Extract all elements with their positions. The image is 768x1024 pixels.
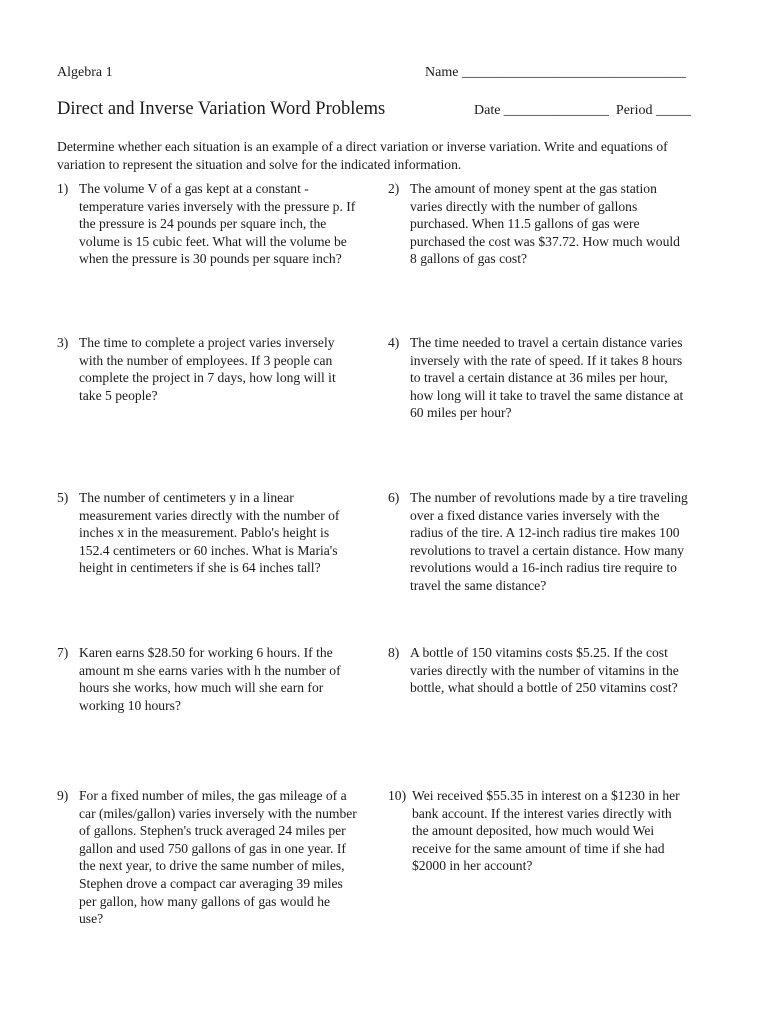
problem-number: 5) [57,490,69,505]
problem-number: 8) [388,645,400,660]
problem-9 [57,787,357,928]
problem-4 [388,334,688,422]
problem-number: 7) [57,645,69,660]
problem-number: 4) [388,335,400,350]
problem-text: Karen earns $28.50 for working 6 hours. If the amount m she earns varies with h the number of hours she works, how much will she earn for working 10 hours? [79,645,341,713]
problem-number: 1) [57,181,69,196]
date-period-line: Date _______________ Period _____ [474,103,691,118]
problem-text: Wei received $55.35 in interest on a $1230 in her bank account. If the interest varies directly with the amount deposited, how much would Wei receive for the same amount of time if she had $2000 in her account? [412,788,680,874]
problem-number: 10) [388,788,407,803]
problem-text: The time to complete a project varies inversely with the number of employees. If 3 people can complete the project in 7 days, how long will it take 5 people? [79,335,336,403]
problem-10 [388,787,688,875]
problem-number: 3) [57,335,69,350]
problem-number: 9) [57,788,69,803]
problem-3 [57,334,357,404]
problem-text: The number of revolutions made by a tire traveling over a fixed distance varies inversely with the radius of the tire. A 12-inch radius tire makes 100 revolutions to travel a certain distance. How many revolutions would a 16-inch radius tire require to travel the same distance? [410,490,688,593]
problem-2 [388,180,688,268]
problem-text: The number of centimeters y in a linear measurement varies directly with the number of inches x in the measurement. Pablo's height is 152.4 centimeters or 60 inches. What is Maria's height in centimeters if she is 64 inches tall? [79,490,340,576]
problem-number: 2) [388,181,400,196]
problem-number: 6) [388,490,400,505]
instructions: Determine whether each situation is an example of a direct variation or inverse variation. Write and equations of variation to represent the situation and solve for the indicated information. [57,139,668,172]
problem-1 [57,180,357,268]
problem-text: For a fixed number of miles, the gas mileage of a car (miles/gallon) varies inversely with the number of gallons. Stephen's truck averaged 24 miles per gallon and used 750 gallons of gas in one year. If the next year, to drive the same number of miles, Stephen drove a compact car averaging 39 miles per gallon, how many gallons of gas would he use? [79,788,357,927]
course-label: Algebra 1 [57,65,113,80]
page-title: Direct and Inverse Variation Word Problems [57,99,386,119]
problem-6 [388,489,688,595]
problem-text: The time needed to travel a certain distance varies inversely with the rate of speed. If it takes 8 hours to travel a certain distance at 36 miles per hour, how long will it take to travel the same distance at 60 miles per hour? [410,335,684,421]
problem-5 [57,489,357,577]
problem-7 [57,644,357,714]
problem-text: The amount of money spent at the gas station varies directly with the number of gallons purchased. When 11.5 gallons of gas were purchased the cost was $37.72. How much would 8 gallons of gas cost? [410,181,680,267]
problem-8 [388,644,688,697]
problem-text: A bottle of 150 vitamins costs $5.25. If the cost varies directly with the number of vitamins in the bottle, what should a bottle of 250 vitamins cost? [410,645,679,696]
problem-text: The volume V of a gas kept at a constant - temperature varies inversely with the pressure p. If the pressure is 24 pounds per square inch, the volume is 15 cubic feet. What will the volume be when the pressure is 30 pounds per square inch? [79,181,356,267]
name-field-line: Name ________________________________ [425,65,686,80]
